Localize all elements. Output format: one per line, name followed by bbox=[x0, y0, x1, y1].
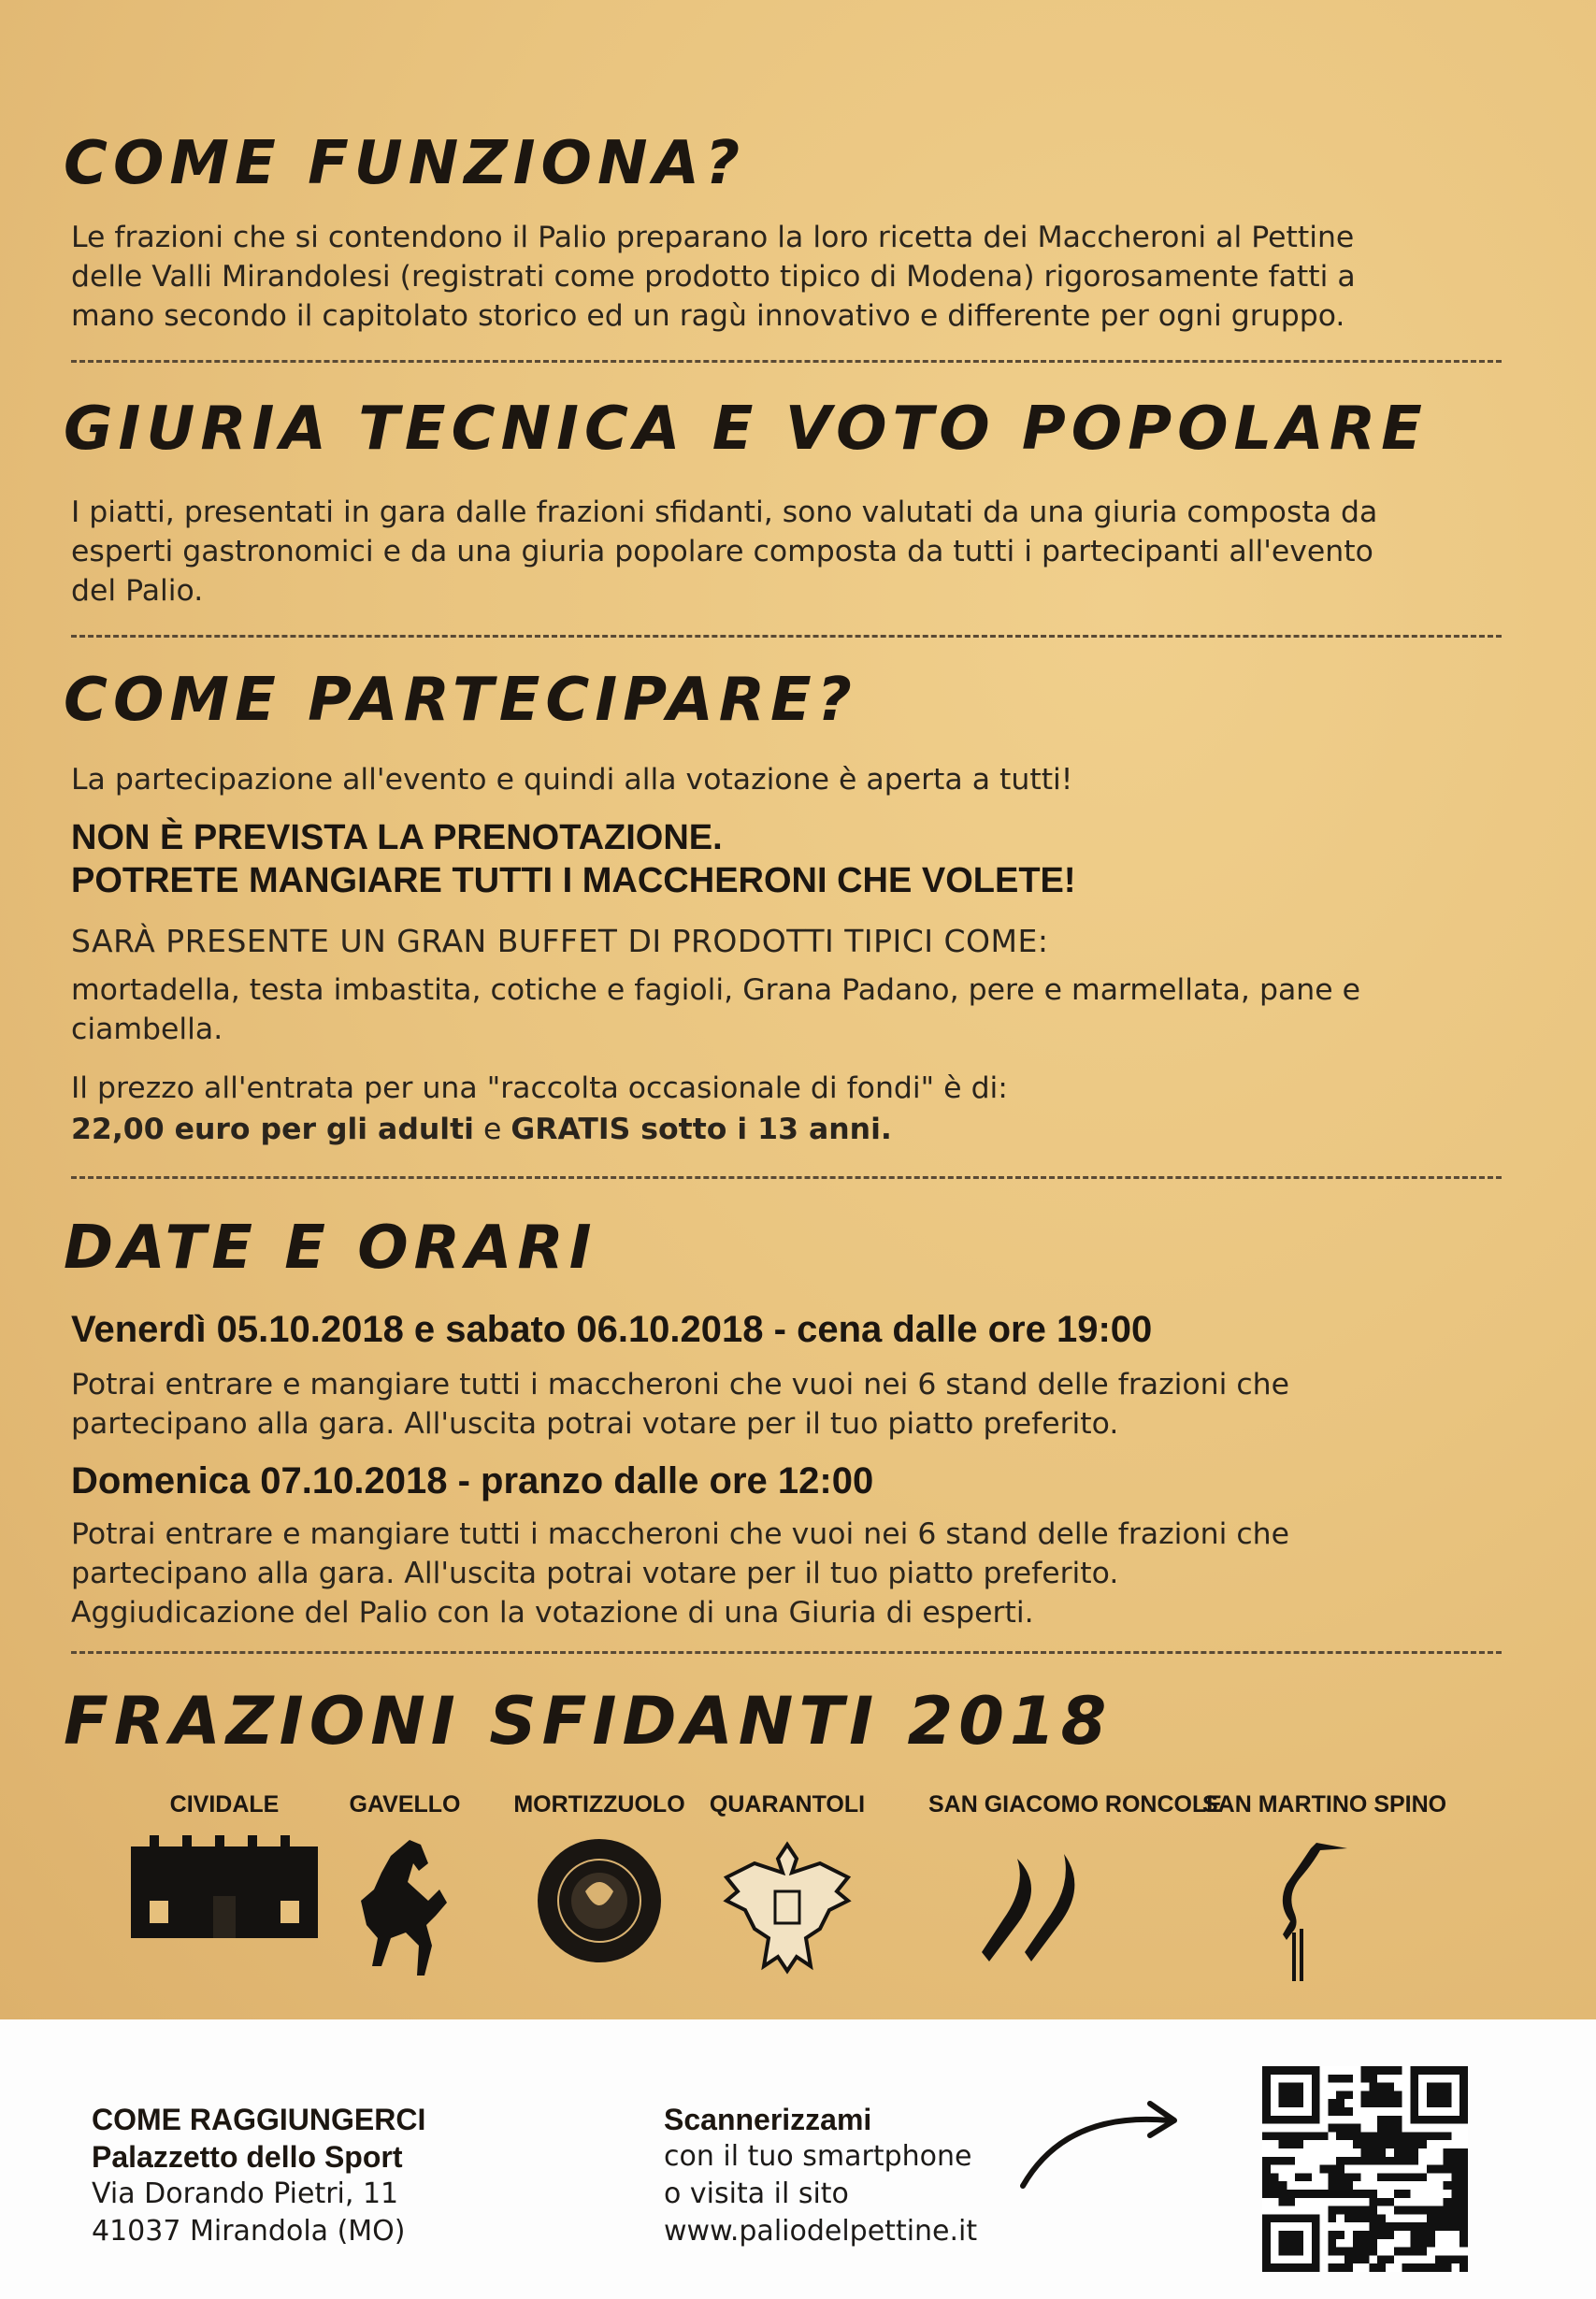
venue-city: 41037 Mirandola (MO) bbox=[92, 2215, 406, 2248]
body-line: I piatti, presentati in gara dalle frazioni sfidanti, sono valutati da una giuria composta da bbox=[71, 496, 1378, 529]
reach-us-title: COME RAGGIUNGERCI bbox=[92, 2103, 426, 2136]
dashed-divider bbox=[71, 360, 1502, 363]
body-line: delle Valli Mirandolesi (registrati come prodotto tipico di Modena) rigorosamente fatti a bbox=[71, 260, 1356, 294]
body-line: partecipano alla gara. All'uscita potrai votare per il tuo piatto preferito. bbox=[71, 1557, 1119, 1590]
frazione-quarantoli bbox=[684, 1791, 890, 1976]
body-line: Aggiudicazione del Palio con la votazione di una Giuria di esperti. bbox=[71, 1596, 1034, 1630]
body-line: mano secondo il capitolato storico ed un ragù innovativo e differente per ogni gruppo. bbox=[71, 299, 1345, 333]
frazione-label: QUARANTOLI bbox=[709, 1791, 866, 1818]
section-title-giuria: GIURIA TECNICA E VOTO POPOLARE bbox=[64, 395, 1428, 464]
dashed-divider bbox=[71, 635, 1502, 638]
frazione-mortizzuolo bbox=[496, 1791, 702, 1966]
body-line: Potrai entrare e mangiare tutti i maccheroni che vuoi nei 6 stand delle frazioni che bbox=[71, 1368, 1290, 1401]
frazione-gavello bbox=[302, 1791, 508, 1985]
building-icon bbox=[131, 1835, 318, 1938]
eat-all-line: POTRETE MANGIARE TUTTI I MACCHERONI CHE VOLETE! bbox=[71, 861, 1076, 900]
frazione-san-martino-spino bbox=[1202, 1791, 1447, 1985]
frazione-cividale bbox=[122, 1791, 327, 1938]
participation-intro: La partecipazione all'evento e quindi alla votazione è aperta a tutti! bbox=[71, 763, 1073, 797]
sickles-icon bbox=[961, 1835, 1101, 1976]
buffet-line: ciambella. bbox=[71, 1013, 223, 1046]
body-line: Le frazioni che si contendono il Palio preparano la loro ricetta dei Maccheroni al Pettine bbox=[71, 221, 1355, 254]
body-line: partecipano alla gara. All'uscita potrai votare per il tuo piatto preferito. bbox=[71, 1407, 1119, 1441]
dashed-divider bbox=[71, 1176, 1502, 1179]
price-values bbox=[71, 1110, 1492, 1149]
seal-icon bbox=[534, 1835, 665, 1966]
scan-line: o visita il sito bbox=[664, 2177, 849, 2210]
body-line: del Palio. bbox=[71, 574, 204, 608]
price-info: Il prezzo all'entrata per una "raccolta occasionale di fondi" è di: bbox=[71, 1071, 1008, 1105]
eagle-icon bbox=[717, 1835, 857, 1976]
price-conjunction: e bbox=[482, 1113, 502, 1146]
section-title-come-partecipare: COME PARTECIPARE? bbox=[64, 666, 857, 735]
section-body-come-funziona bbox=[71, 218, 1492, 336]
frazione-label: SAN GIACOMO RONCOLE bbox=[928, 1791, 1222, 1818]
scan-title: Scannerizzami bbox=[664, 2103, 872, 2136]
day1-body bbox=[71, 1365, 1492, 1444]
buffet-products bbox=[71, 970, 1492, 1049]
horse-icon bbox=[353, 1835, 456, 1985]
frazione-label: GAVELLO bbox=[349, 1791, 461, 1818]
body-line: Potrai entrare e mangiare tutti i maccheroni che vuoi nei 6 stand delle frazioni che bbox=[71, 1517, 1290, 1551]
price-adults: 22,00 euro per gli adulti bbox=[71, 1113, 474, 1146]
reach-us-block bbox=[92, 2101, 425, 2250]
buffet-line: mortadella, testa imbastita, cotiche e fagioli, Grana Padano, pere e marmellata, pane e bbox=[71, 973, 1360, 1007]
price-free: GRATIS sotto i 13 anni. bbox=[510, 1113, 892, 1146]
buffet-heading: SARÀ PRESENTE UN GRAN BUFFET DI PRODOTTI TIPICI COME: bbox=[71, 923, 1049, 959]
venue-name: Palazzetto dello Sport bbox=[92, 2140, 403, 2174]
section-title-come-funziona: COME FUNZIONA? bbox=[64, 129, 746, 198]
section-title-date-orari: DATE E ORARI bbox=[64, 1214, 597, 1283]
frazione-label: SAN MARTINO SPINO bbox=[1202, 1791, 1447, 1818]
arrow-icon bbox=[1010, 2092, 1187, 2195]
dashed-divider bbox=[71, 1651, 1502, 1654]
no-booking-notice bbox=[71, 816, 1492, 902]
no-booking-line: NON È PREVISTA LA PRENOTAZIONE. bbox=[71, 818, 723, 857]
day1-heading: Venerdì 05.10.2018 e sabato 06.10.2018 - cena dalle ore 19:00 bbox=[71, 1309, 1153, 1350]
body-line: esperti gastronomici e da una giuria popolare composta da tutti i partecipanti all'evento bbox=[71, 535, 1373, 568]
frazione-label: CIVIDALE bbox=[169, 1791, 280, 1818]
day2-body bbox=[71, 1515, 1492, 1632]
heron-icon bbox=[1258, 1835, 1352, 1985]
scan-line: con il tuo smartphone bbox=[664, 2140, 972, 2173]
frazione-label: MORTIZZUOLO bbox=[513, 1791, 685, 1818]
section-title-frazioni: FRAZIONI SFIDANTI 2018 bbox=[64, 1683, 1113, 1760]
qr-code-icon[interactable] bbox=[1262, 2066, 1468, 2272]
venue-street: Via Dorando Pietri, 11 bbox=[92, 2177, 399, 2210]
section-body-giuria bbox=[71, 493, 1492, 611]
scan-block bbox=[664, 2101, 977, 2250]
website-link[interactable]: www.paliodelpettine.it bbox=[664, 2215, 978, 2248]
day2-heading: Domenica 07.10.2018 - pranzo dalle ore 12:00 bbox=[71, 1460, 874, 1502]
frazione-san-giacomo-roncole bbox=[928, 1791, 1222, 1976]
